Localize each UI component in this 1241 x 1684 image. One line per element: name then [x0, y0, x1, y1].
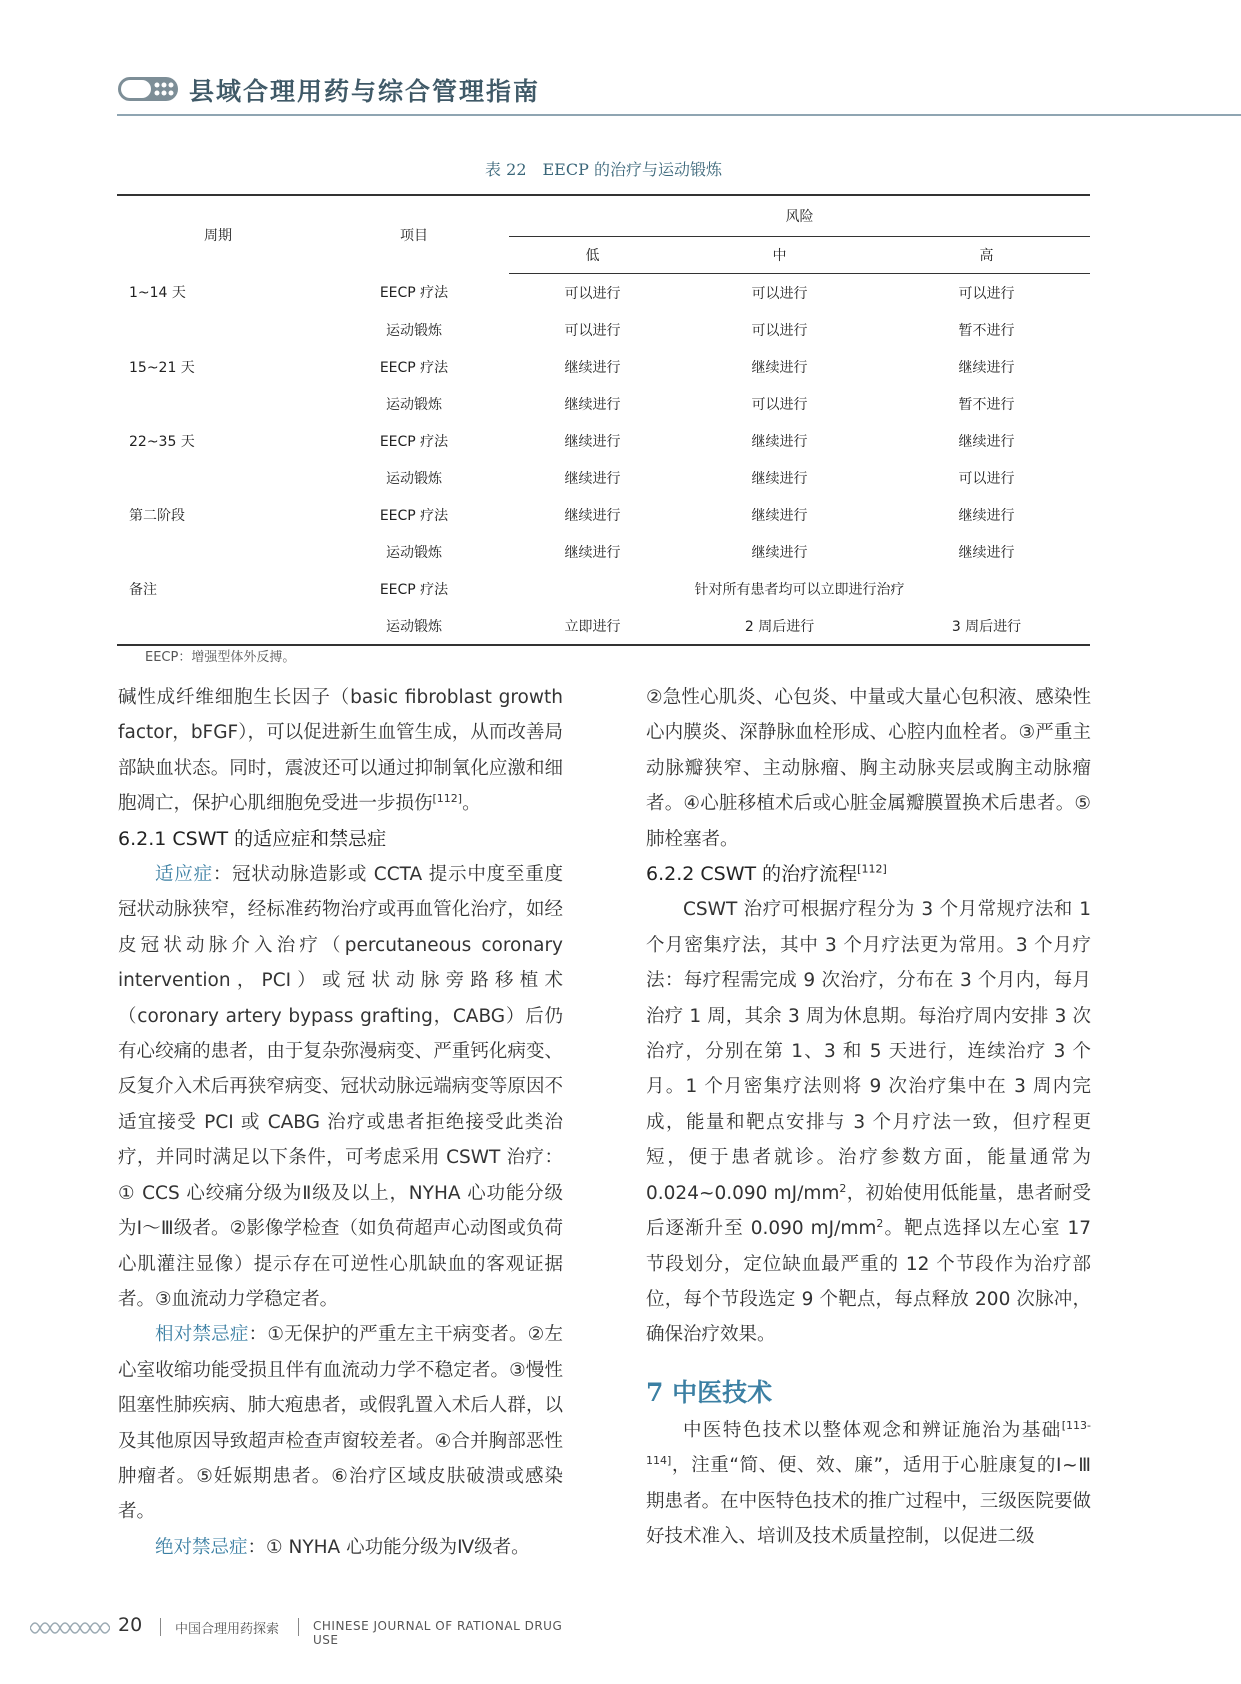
dna-wave-icon	[30, 1618, 110, 1638]
table-row	[117, 459, 1090, 496]
cell-low: 继续进行	[564, 507, 621, 524]
keyword-label: 相对禁忌症	[155, 1324, 249, 1346]
table-row	[117, 311, 1090, 348]
cell-merged: 针对所有患者均可以立即进行治疗	[694, 581, 905, 598]
cell-high: 继续进行	[958, 507, 1015, 524]
citation: [113-114]	[646, 1418, 1091, 1467]
header-risk: 风险	[509, 195, 1090, 237]
header-risk-high: 高	[883, 237, 1090, 274]
cell-mid: 继续进行	[751, 359, 808, 376]
cell-mid: 继续进行	[751, 544, 808, 561]
keyword-label: 适应症	[155, 864, 213, 886]
paragraph-indications	[118, 857, 563, 1317]
paragraph-text: CSWT 治疗可根据疗程分为 3 个月常规疗法和 1 个月密集疗法，其中 3 个月疗法更为常用。3 个月疗法：每疗程需完成 9 次治疗，分布在 3 个月内，每月治疗 1 周，其余 3 周为休息期。每治疗周内安排 3 次治疗，分别在第 1、3 和 5 天进行，连续治疗 3 个月。1 个月密集疗法则将 9 次治疗集中在 3 周内完成，能量和靶点安排与 3 个月疗法一致，但疗程更短，便于患者就诊。治疗参数方面，能量通常为 0.024~0.090 mJ/mm	[646, 899, 1091, 1204]
cell-period: 15~21 天	[129, 359, 195, 376]
section-heading-6-2-1: 6.2.1 CSWT 的适应症和禁忌症	[118, 827, 387, 850]
cell-mid: 继续进行	[751, 470, 808, 487]
footer-divider	[298, 1618, 299, 1636]
paragraph-text: 碱性成纤维细胞生长因子（basic fibroblast growth factor，bFGF），可以促进新生血管生成，从而改善局部缺血状态。同时，震波还可以通过抑制氧化应激和细胞凋亡，保护心肌细胞免受进一步损伤	[118, 687, 563, 815]
table-footnote: EECP：增强型体外反搏。	[145, 650, 296, 665]
cell-period	[117, 311, 319, 348]
keyword-label: 绝对禁忌症	[155, 1536, 248, 1558]
section-heading-6-2-2	[646, 857, 1091, 892]
cell-period: 第二阶段	[129, 507, 185, 524]
table-row	[117, 348, 1090, 385]
running-header-title: 县域合理用药与综合管理指南	[189, 77, 541, 106]
cell-item: EECP 疗法	[379, 285, 449, 302]
cell-period	[117, 459, 319, 496]
table-row	[117, 422, 1090, 459]
paragraph-text: 中医特色技术以整体观念和辨证施治为基础	[683, 1419, 1062, 1441]
cell-mid: 可以进行	[751, 285, 808, 302]
cell-high: 可以进行	[958, 285, 1015, 302]
journal-logo-icon	[117, 74, 179, 104]
cell-low: 继续进行	[564, 359, 621, 376]
cell-item: 运动锻炼	[386, 544, 442, 561]
citation: [112]	[432, 792, 463, 806]
cell-low: 继续进行	[564, 470, 621, 487]
cell-mid: 2 周后进行	[744, 618, 815, 635]
header-risk-mid: 中	[676, 237, 883, 274]
cell-period: 备注	[129, 581, 157, 598]
cell-item: 运动锻炼	[386, 396, 442, 413]
cell-period	[117, 385, 319, 422]
table-header-row	[117, 195, 1090, 237]
paragraph-text: ，注重“简、便、效、廉”，适用于心脏康复的Ⅰ~Ⅲ期患者。在中医特色技术的推广过程中，三级医院要做好技术准入、培训及技术质量控制，以促进二级	[646, 1455, 1091, 1547]
paragraph-absolute-contraindications	[118, 1530, 563, 1565]
cell-high: 继续进行	[958, 359, 1015, 376]
paragraph-treatment-protocol	[646, 892, 1091, 1352]
cell-item: EECP 疗法	[379, 581, 449, 598]
header-period: 周期	[204, 227, 232, 244]
page-number: 20	[118, 1614, 143, 1636]
table-row-remark	[117, 570, 1090, 607]
cell-mid: 可以进行	[751, 396, 808, 413]
footer-divider	[160, 1618, 161, 1636]
paragraph: ②急性心肌炎、心包炎、中量或大量心包积液、感染性心内膜炎、深静脉血栓形成、心腔内血栓者。③严重主动脉瓣狭窄、主动脉瘤、胸主动脉夹层或胸主动脉瘤者。④心脏移植术后或心脏金属瓣膜置换术后患者。⑤肺栓塞者。	[646, 687, 1091, 850]
paragraph	[118, 680, 563, 822]
paragraph-text: 。靶点选择以左心室 17 节段划分，定位缺血最严重的 12 个节段作为治疗部位，每个节段选定 9 个靶点，每点释放 200 次脉冲，确保治疗效果。	[646, 1218, 1091, 1346]
journal-name-en: CHINESE JOURNAL OF RATIONAL DRUG USE	[313, 1619, 563, 1647]
paragraph-text: ，初始使用低能量，患者耐受后逐渐升至 0.090 mJ/mm	[646, 1182, 1091, 1240]
superscript: 2	[839, 1181, 847, 1195]
header-divider	[117, 114, 1241, 116]
page-header	[117, 68, 1241, 118]
cell-low: 继续进行	[564, 396, 621, 413]
cell-high: 暂不进行	[958, 322, 1015, 339]
cell-period	[117, 533, 319, 570]
citation: [112]	[857, 862, 887, 876]
cell-period	[117, 607, 319, 645]
heading-text: 6.2.2 CSWT 的治疗流程	[646, 863, 858, 886]
cell-high: 可以进行	[958, 470, 1015, 487]
cell-high: 暂不进行	[958, 396, 1015, 413]
cell-mid: 继续进行	[751, 433, 808, 450]
cell-high: 继续进行	[958, 544, 1015, 561]
cell-low: 继续进行	[564, 544, 621, 561]
right-column	[646, 680, 1091, 1554]
cell-period: 1~14 天	[129, 285, 186, 302]
cell-mid: 继续进行	[751, 507, 808, 524]
section-heading-7: 7 中医技术	[646, 1377, 773, 1407]
table-caption: 表 22 EECP 的治疗与运动锻炼	[485, 160, 722, 179]
journal-name-cn: 中国合理用药探索	[175, 1622, 280, 1637]
cell-low: 立即进行	[564, 618, 621, 635]
cell-low: 可以进行	[564, 322, 621, 339]
cell-high: 继续进行	[958, 433, 1015, 450]
paragraph-relative-contraindications	[118, 1317, 563, 1529]
cell-high: 3 周后进行	[951, 618, 1022, 635]
table-row	[117, 533, 1090, 570]
cell-item: 运动锻炼	[386, 470, 442, 487]
cell-item: EECP 疗法	[379, 433, 449, 450]
header-item: 项目	[400, 227, 428, 244]
cell-item: EECP 疗法	[379, 507, 449, 524]
header-risk-low: 低	[509, 237, 676, 274]
cell-period: 22~35 天	[129, 433, 195, 450]
cell-mid: 可以进行	[751, 322, 808, 339]
table-row-remark	[117, 607, 1090, 645]
paragraph-text: ：冠状动脉造影或 CCTA 提示中度至重度冠状动脉狭窄，经标准药物治疗或再血管化治疗，如经皮冠状动脉介入治疗（percutaneous coronary intervention，PCI）或冠状动脉旁路移植术（coronary artery bypass grafting，CABG）后仍有心绞痛的患者，由于复杂弥漫病变、严重钙化病变、反复介入术后再狭窄病变、冠状动脉远端病变等原因不适宜接受 PCI 或 CABG 治疗或患者拒绝接受此类治疗，并同时满足以下条件，可考虑采用 CSWT 治疗：① CCS 心绞痛分级为Ⅱ级及以上，NYHA 心功能分级为Ⅰ～Ⅲ级者。②影像学检查（如负荷超声心动图或负荷心肌灌注显像）提示存在可逆性心肌缺血的客观证据者。③血流动力学稳定者。	[118, 864, 563, 1310]
paragraph-text: ：①无保护的严重左主干病变者。②左心室收缩功能受损且伴有血流动力学不稳定者。③慢性阻塞性肺疾病、肺大疱患者，或假乳置入术后人群，以及其他原因导致超声检查声窗较差者。④合并胸部恶性肿瘤者。⑤妊娠期患者。⑥治疗区域皮肤破溃或感染者。	[118, 1324, 563, 1523]
cell-item: 运动锻炼	[386, 322, 442, 339]
table-row	[117, 385, 1090, 422]
paragraph-text: ：① NYHA 心功能分级为Ⅳ级者。	[247, 1536, 530, 1558]
paragraph-text: 。	[462, 793, 481, 815]
cell-low: 可以进行	[564, 285, 621, 302]
paragraph-tcm	[646, 1413, 1091, 1555]
table-row	[117, 496, 1090, 533]
left-column	[118, 680, 563, 1565]
eecp-table	[117, 194, 1090, 646]
cell-item: 运动锻炼	[386, 618, 442, 635]
page-footer	[30, 1614, 590, 1647]
superscript: 2	[876, 1216, 884, 1230]
cell-low: 继续进行	[564, 433, 621, 450]
table-row	[117, 274, 1090, 312]
cell-item: EECP 疗法	[379, 359, 449, 376]
